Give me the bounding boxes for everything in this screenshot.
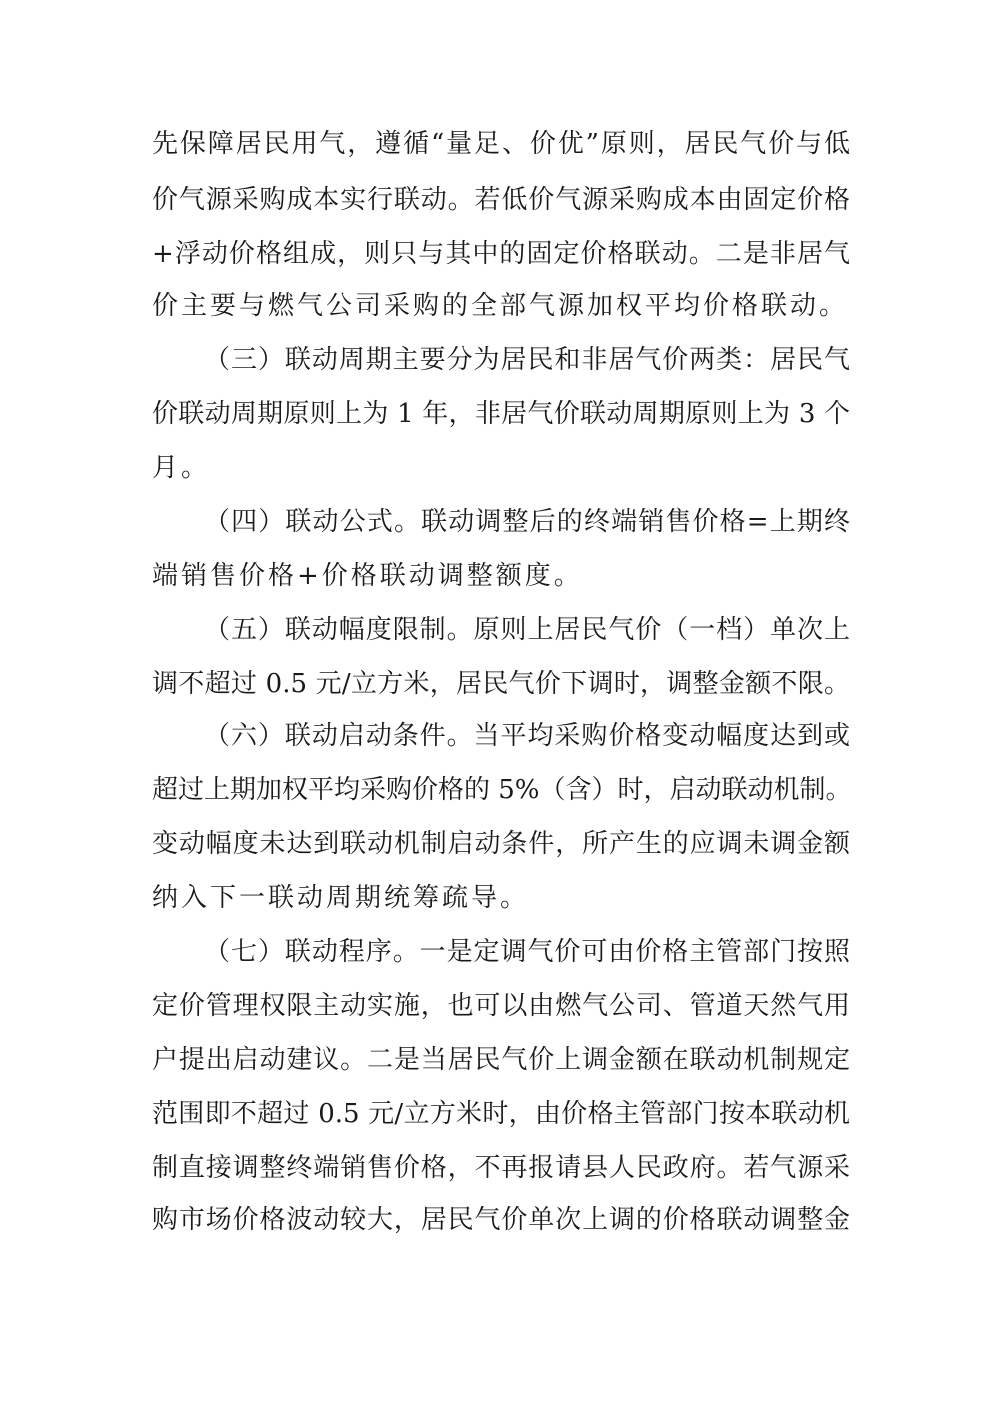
text-line: 户提出启动建议。二是当居民气价上调金额在联动机制规定 [152,1045,850,1075]
paragraph-start-line: （四）联动公式。联动调整后的终端销售价格=上期终 [204,507,850,537]
text-line: +浮动价格组成，则只与其中的固定价格联动。二是非居气 [152,239,850,269]
paragraph-start-line: （六）联动启动条件。当平均采购价格变动幅度达到或 [204,721,850,751]
text-line: 端销售价格+价格联动调整额度。 [152,561,583,591]
paragraph-start-line: （三）联动周期主要分为居民和非居气价两类：居民气 [204,345,850,375]
text-line: 先保障居民用气，遵循“量足、价优”原则，居民气价与低 [152,129,850,159]
text-line: 范围即不超过 0.5 元/立方米时，由价格主管部门按本联动机 [152,1099,850,1129]
text-line: 调不超过 0.5 元/立方米，居民气价下调时，调整金额不限。 [152,669,850,699]
text-line: 定价管理权限主动实施，也可以由燃气公司、管道天然气用 [152,991,850,1021]
text-line: 月。 [152,453,211,483]
text-line: 价气源采购成本实行联动。若低价气源采购成本由固定价格 [152,185,850,215]
text-line: 纳入下一联动周期统筹疏导。 [152,883,530,913]
paragraph-start-line: （五）联动幅度限制。原则上居民气价（一档）单次上 [204,615,850,645]
text-line: 价主要与燃气公司采购的全部气源加权平均价格联动。 [152,291,849,321]
text-line: 变动幅度未达到联动机制启动条件，所产生的应调未调金额 [152,829,850,859]
text-line: 购市场价格波动较大，居民气价单次上调的价格联动调整金 [152,1205,850,1235]
text-line: 制直接调整终端销售价格，不再报请县人民政府。若气源采 [152,1153,850,1183]
paragraph-start-line: （七）联动程序。一是定调气价可由价格主管部门按照 [204,937,850,967]
text-line: 价联动周期原则上为 1 年，非居气价联动周期原则上为 3 个 [152,399,850,429]
text-line: 超过上期加权平均采购价格的 5%（含）时，启动联动机制。 [152,775,852,805]
